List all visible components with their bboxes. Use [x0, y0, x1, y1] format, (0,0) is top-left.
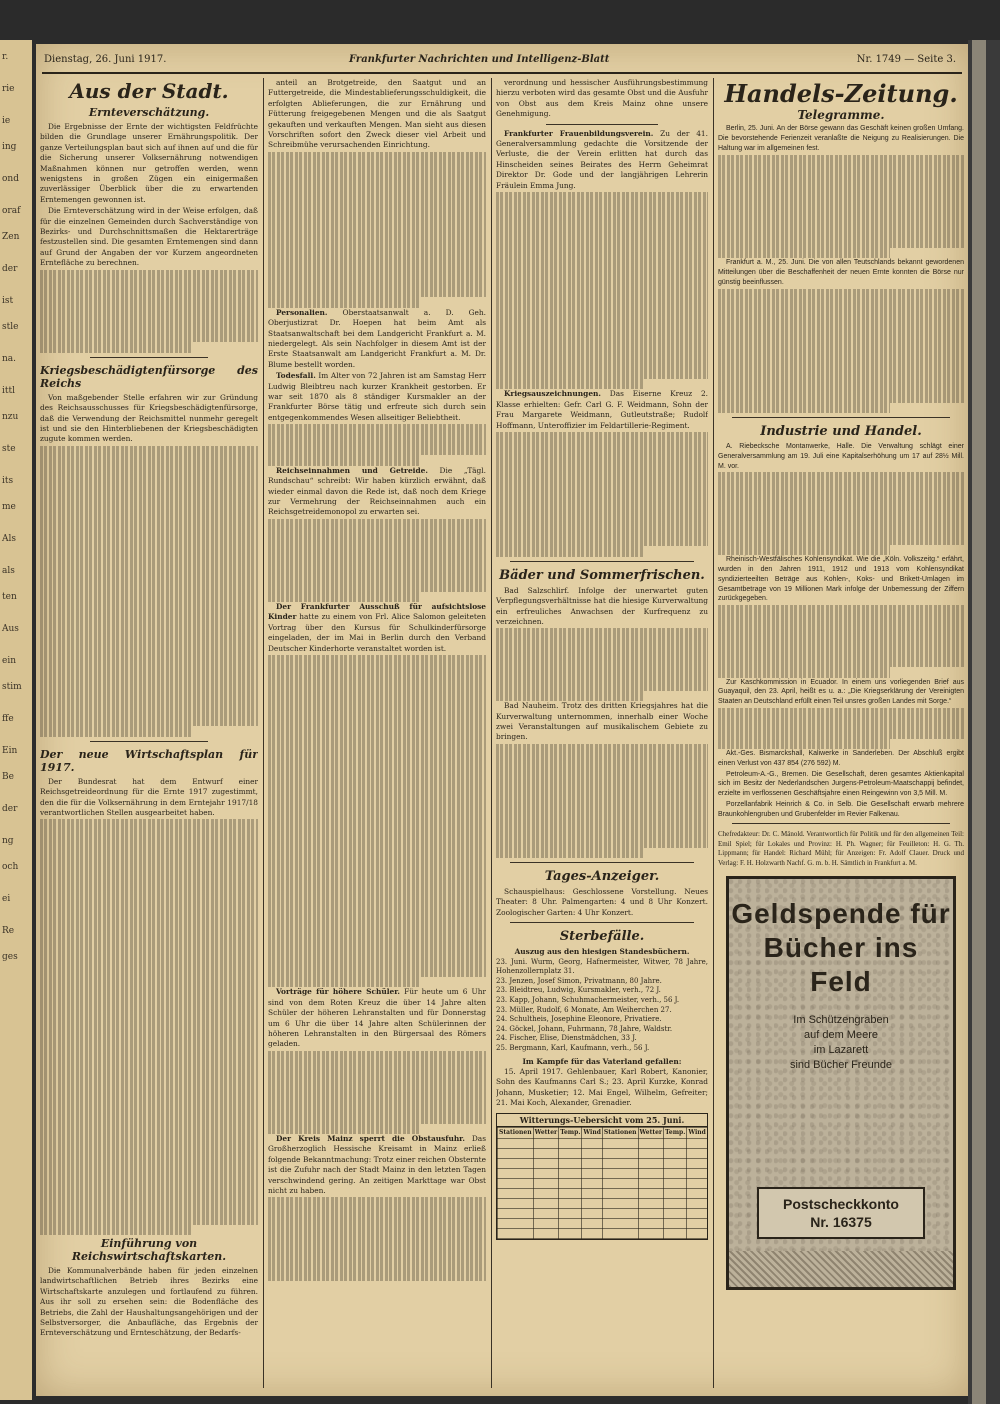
section-heading: Industrie und Handel. — [760, 424, 922, 440]
weather-cell — [664, 1149, 687, 1159]
weather-cell — [498, 1199, 534, 1209]
weather-row — [498, 1229, 708, 1239]
weather-table — [496, 1113, 708, 1241]
weather-cell — [664, 1209, 687, 1219]
weather-cell — [687, 1219, 707, 1229]
previous-page-fragment: ittl — [2, 386, 15, 396]
weather-column-header: Temp. — [664, 1128, 687, 1139]
death-entry: 23. Juni. Wurm, Georg, Hafnermeister, Witwer, 78 Jahre, Hohenzollernplatz 31. — [496, 957, 708, 976]
weather-cell — [638, 1149, 664, 1159]
article-text: Von maßgebender Stelle erfahren wir zur Gründung des Reichsausschusses für Kriegsbeschädigtenfürsorge, daß die Verwendung der Reichsmittel nunmehr geregelt ist und sie den Hinterbliebenen der Kriegsbeschädigten zugute kommen werden. — [40, 392, 258, 444]
weather-cell — [533, 1149, 559, 1159]
weather-cell — [582, 1169, 602, 1179]
article-text: Oberstaatsanwalt a. D. Geh. Oberjustizrat Dr. Hoepen hat beim Amt als Staatsanwaltschaft bei dem Landgericht Frankfurt a. M. niedergelegt. Als sein Nachfolger in diesem Amt ist der Erste Staatsanwalt am Landgericht Frankfurt a. M. Dr. Blume bestellt worden. — [268, 307, 486, 369]
article-text: Im Alter von 72 Jahren ist am Samstag Herr Ludwig Bleibtreu nach kurzer Krankheit gestorben. Er war seit 1870 als 8 ständiger Kursmakler an der Frankfurter Börse tätig und erfreute sich durch sein entgegenkommendes Wesen allseitiger Beliebtheit. — [268, 371, 486, 422]
section-heading: Tages-Anzeiger. — [544, 869, 660, 885]
weather-cell — [559, 1169, 582, 1179]
ad-text: auf dem Meere — [804, 1029, 878, 1042]
article-text: Die Ernteverschätzung wird in der Weise erfolgen, daß für die einzelnen Gemeinden durch Sachverständige von Bezirks- und Durchschnittsmaßen die Hektarerträge festzustellen sind. Die gesamten Erntemengen sind dann auf Grund der Angaben der vor Kurzem angeordneten Erntefläche zu berechnen. — [40, 206, 258, 268]
weather-cell — [664, 1219, 687, 1229]
divider — [732, 417, 950, 418]
death-entry: 24. Fischer, Elise, Dienstmädchen, 33 J. — [496, 1034, 637, 1043]
weather-row — [498, 1169, 708, 1179]
weather-cell — [559, 1229, 582, 1239]
weather-cell — [638, 1159, 664, 1169]
previous-page-fragment: ond — [2, 174, 19, 184]
divider — [90, 357, 208, 358]
ad-text: sind Bücher Freunde — [789, 1059, 893, 1072]
previous-page-fragment: stim — [2, 682, 22, 692]
article-text: Für heute um 6 Uhr sind von dem Roten Kreuz die über 14 Jahre alten Schüler der höheren Lehranstalten und für Donnerstag um 6 Uhr die über 14 Jahre alten Schülerinnen der höheren Lehranstalten in den Bürgersaal des Römers geladen. — [268, 987, 486, 1049]
weather-cell — [498, 1209, 534, 1219]
article-text: Die Ergebnisse der Ernte der wichtigsten Feldfrüchte bilden die Grundlage unserer Ernährungspolitik. Der ganze Verteilungsplan baut sich auf ihnen auf und die für die Sicherung unserer Volksernährung notwendigen Maßnahmen können nur getroffen werden, wenn wenigstens in großen Zügen ein einigermaßen zuverlässiger Überblick über die zu erwartenden Erntemengen gewonnen ist. — [40, 122, 258, 204]
divider — [732, 823, 950, 824]
weather-cell — [498, 1159, 534, 1169]
weather-cell — [582, 1199, 602, 1209]
article-text: Bad Salzschlirf. Infolge der unerwartet guten Verpflegungsverhältnisse hat die hiesige Kurverwaltung ein erfreuliches Anwachsen der Kurfrequenz zu verzeichnen. — [496, 585, 708, 627]
article-text: Bad Nauheim. Trotz des dritten Kriegsjahres hat die Kurverwaltung unternommen, innerhalb einer Woche zwei Veranstaltungen auf musikalischem Gebiete zu bringen. — [496, 701, 708, 742]
weather-cell — [664, 1179, 687, 1189]
weather-cell — [638, 1189, 664, 1199]
weather-cell — [638, 1229, 664, 1239]
previous-page-fragment: Be — [2, 772, 14, 782]
article-text: Akt.-Ges. Bismarckshall, Kaliwerke in Sanderleben. Der Abschluß ergibt einen Verlust von 437 854 (276 592) M. — [718, 750, 964, 768]
previous-page-fragment: ffe — [2, 714, 14, 724]
weather-cell — [533, 1139, 559, 1149]
weather-cell — [498, 1149, 534, 1159]
page-number: Nr. 1749 — Seite 3. — [856, 54, 956, 65]
weather-column-header: Wetter — [638, 1128, 664, 1139]
previous-page-edge — [0, 40, 32, 1400]
article-heading: Der neue Wirtschaftsplan für 1917. — [40, 747, 258, 774]
divider — [510, 561, 694, 562]
weather-cell — [664, 1189, 687, 1199]
previous-page-fragment: ei — [2, 894, 11, 904]
weather-cell — [498, 1139, 534, 1149]
article-heading: Einführung von Reichswirtschaftskarten. — [71, 1237, 227, 1264]
previous-page-fragment: rie — [2, 84, 15, 94]
previous-page-fragment: ng — [2, 836, 14, 846]
weather-title: Witterungs-Uebersicht vom 25. Juni. — [497, 1114, 707, 1127]
previous-page-fragment: oraf — [2, 206, 21, 216]
previous-page-fragment: ie — [2, 116, 11, 126]
previous-page-fragment: Als — [2, 534, 16, 544]
header-rule — [42, 72, 962, 74]
article-text: Das Großherzoglich Hessische Kreisamt in Mainz erließ folgende Bekanntmachung: Trotz einer reichen Obsternte ist die Zufuhr nach der Stadt Mainz in den letzten Tagen verschwindend gering. An zeitigen Markttage war Obst nicht zu haben. — [268, 1133, 486, 1196]
weather-row — [498, 1199, 708, 1209]
advertisement — [726, 876, 956, 1290]
postscheck-label: Postscheckkonto — [783, 1196, 899, 1213]
weather-cell — [687, 1179, 707, 1189]
column-4 — [718, 78, 964, 1388]
weather-cell — [498, 1229, 534, 1239]
previous-page-fragment: ein — [2, 656, 17, 666]
weather-cell — [533, 1169, 559, 1179]
weather-column-header: Wind — [582, 1128, 602, 1139]
article-text: hatte zu einem von Frl. Alice Salomon geleiteten Vortrag über den Kursus für Schulkinderfürsorge eingeladen, der im Mai in Berlin durch den Verband Deutscher Kinderhorte veranstaltet worden ist. — [268, 612, 486, 653]
weather-row — [498, 1209, 708, 1219]
previous-page-fragment: r. — [2, 52, 9, 62]
postscheck-number: Nr. 16375 — [810, 1214, 872, 1231]
weather-cell — [498, 1169, 534, 1179]
ad-headline: Geldspende für — [731, 898, 951, 930]
divider — [546, 124, 658, 125]
weather-cell — [533, 1159, 559, 1169]
weather-cell — [559, 1199, 582, 1209]
weather-column-header: Temp. — [559, 1128, 582, 1139]
weather-cell — [582, 1189, 602, 1199]
weather-cell — [687, 1189, 707, 1199]
article-heading: Todesfall. — [276, 371, 316, 381]
divider — [510, 922, 694, 923]
weather-cell — [533, 1229, 559, 1239]
weather-cell — [602, 1179, 638, 1189]
weather-cell — [664, 1199, 687, 1209]
article-text: verordnung und hessischer Ausführungsbestimmung hierzu verboten wird das gesamte Obst und die Ausfuhr von Obst aus dem Kreis Mainz ohne unsere Genehmigung. — [496, 78, 708, 119]
article-heading: Kriegsbeschädigtenfürsorge des Reichs — [40, 363, 258, 390]
weather-cell — [533, 1219, 559, 1229]
weather-cell — [638, 1199, 664, 1209]
weather-cell — [602, 1219, 638, 1229]
weather-column-header: Stationen — [498, 1128, 534, 1139]
weather-cell — [582, 1209, 602, 1219]
weather-cell — [687, 1199, 707, 1209]
column-2 — [268, 78, 486, 1388]
weather-cell — [664, 1159, 687, 1169]
article-text: Rheinisch-Westfälisches Kohlensyndikat. Wie die „Köln. Volkszeitg.“ erfährt, wurden in den Jahren 1911, 1912 und 1913 vom Kohlensyndikat syndizierteeilten Beträge aus Kohlen-, Koks- und Brikett-Umlagen im Gesamtbetrage von 19 Millionen Mark infolge der Unbemessung der Ziffern zurückgegeben. — [718, 556, 964, 603]
weather-cell — [687, 1229, 707, 1239]
previous-page-fragment: Ein — [2, 746, 18, 756]
ad-decoration — [729, 1251, 953, 1287]
weather-cell — [533, 1179, 559, 1189]
issue-date: Dienstag, 26. Juni 1917. — [44, 54, 167, 65]
article-heading: Frankfurter Frauenbildungsverein. — [504, 128, 654, 138]
weather-cell — [559, 1189, 582, 1199]
previous-page-fragment: ing — [2, 142, 17, 152]
section-subtitle: Telegramme. — [797, 108, 885, 122]
previous-page-fragment: Aus — [2, 624, 19, 634]
previous-page-fragment: nzu — [2, 412, 19, 422]
article-heading: Ernteverschätzung. — [88, 106, 210, 119]
weather-cell — [602, 1209, 638, 1219]
weather-cell — [602, 1189, 638, 1199]
weather-cell — [602, 1169, 638, 1179]
article-heading: Kriegsauszeichnungen. — [504, 389, 601, 399]
weather-cell — [533, 1199, 559, 1209]
weather-row — [498, 1139, 708, 1149]
weather-cell — [664, 1169, 687, 1179]
weather-cell — [687, 1139, 707, 1149]
weather-cell — [582, 1229, 602, 1239]
ad-text: Im Schützengraben — [793, 1014, 889, 1027]
imprint: Chefredakteur: Dr. C. Mänold. Verantwortlich für Politik und für den allgemeinen Teil: Emil Spiel; für Lokales und Provinz: H. Ph. Wagner; für Feuilleton: H. G. Th. Lippmann; für Handel: Richard Mühl; für Anzeigen: Fr. Adolf Clauer. Druck und Verlag: F. H. Holzwarth Nachf. G. m. b. H. Sämtlich in Frankfurt a. M. — [718, 830, 964, 867]
article-text: Die Kommunalverbände haben für jeden einzelnen landwirtschaftlichen Betrieb ihres Bezirks eine Wirtschaftskarte anzulegen und fortlaufend zu führen. Aus ihr soll zu ersehen sein: die Bodenfläche des Betriebs, die Zahl der Haushaltungsangehörigen und der Selbstversorger, die Anbaufläche, das Ergebnis der Ernteverschätzung und Ernteschätzung, der Bedarfs- — [40, 1266, 258, 1338]
article-text: Porzellanfabrik Heinrich & Co. in Selb. Die Gesellschaft erwarb mehrere Braunkohlengruben und Grubenfelder im Revier Falkenau. — [718, 800, 964, 818]
weather-row — [498, 1179, 708, 1189]
weather-cell — [559, 1149, 582, 1159]
article-text: Der Bundesrat hat dem Entwurf einer Reichsgetreideordnung für die Ernte 1917 zugestimmt, den die für die Volksernährung in dem Erntejahr 1917/18 verantwortlichen Stellen ausgearbeitet haben. — [40, 776, 258, 817]
article-heading: Personalien. — [276, 307, 328, 317]
previous-page-fragment: its — [2, 476, 14, 486]
previous-page-fragment: me — [2, 502, 16, 512]
article-text: Die „Tägl. Rundschau“ schreibt: Wir haben kürzlich erwähnt, daß wieder einmal davon die Rede ist, daß noch dem Kriege zur Vermehrung der Reichseinnahmen auch ein Reichsgetreidemonopol zu erwarten sei. — [268, 465, 486, 517]
weather-cell — [582, 1149, 602, 1159]
death-entry: 23. Kapp, Johann, Schuhmachermeister, verh., 56 J. — [496, 996, 680, 1005]
death-entry: 23. Jenzen, Josef Simon, Privatmann, 80 Jahre. — [496, 976, 662, 985]
weather-cell — [559, 1219, 582, 1229]
weather-cell — [559, 1209, 582, 1219]
weather-cell — [638, 1139, 664, 1149]
previous-page-fragment: ste — [2, 444, 16, 454]
running-head — [44, 54, 960, 70]
article-text: Petroleum-A.-G., Bremen. Die Gesellschaft, deren gesamtes Aktienkapital sich im Besitz der Nederlandschen Jurgens-Petroleum-Maatschappij befindet, erzielte im verflossenen Geschäftsjahre einen Reingewinn von 3,5 Mill. M. — [718, 770, 964, 798]
column-3 — [496, 78, 708, 1388]
weather-cell — [533, 1189, 559, 1199]
weather-cell — [582, 1159, 602, 1169]
previous-page-fragment: als — [2, 566, 15, 576]
previous-page-fragment: na. — [2, 354, 17, 364]
weather-cell — [687, 1169, 707, 1179]
deaths-subheading: Auszug aus den hiesigen Standesbüchern. — [514, 947, 690, 957]
fallen-list: 15. April 1917. Gehlenbauer, Karl Robert, Kanonier, Sohn des Kaufmanns Carl S.; 23. April Kurzke, Konrad Johann, Musketier; 12. Mai Engel, Wilhelm, Gefreiter; 21. Mai Koch, Alexander, Grenadier. — [496, 1067, 708, 1108]
fallen-heading: Im Kampfe für das Vaterland gefallen: — [522, 1056, 682, 1066]
weather-cell — [533, 1209, 559, 1219]
binding-edge — [968, 40, 1000, 1404]
previous-page-fragment: Re — [2, 926, 15, 936]
weather-cell — [559, 1139, 582, 1149]
column-divider — [263, 78, 264, 1388]
article-text: Schauspielhaus: Geschlossene Vorstellung. Neues Theater: 8 Uhr. Palmengarten: 4 und 8 Uhr Konzert. Zoologischer Garten: 4 Uhr Konzert. — [496, 887, 708, 917]
weather-cell — [664, 1139, 687, 1149]
section-heading: Sterbefälle. — [559, 929, 645, 945]
weather-cell — [582, 1179, 602, 1189]
section-title: Aus der Stadt. — [69, 79, 229, 103]
previous-page-fragment: ten — [2, 592, 17, 602]
article-text: Zur Kaschkommission in Ecuador. In einem uns vorliegenden Brief aus Guayaquil, den 23. April, heißt es u. a.: „Die Kriegserklärung der Vereinigten Staaten an Deutschland erfüllt einen Teil unsres großen Landes mit Sorge.“ — [718, 678, 964, 706]
weather-cell — [498, 1219, 534, 1229]
death-entry: 23. Bleidtreu, Ludwig, Kursmakler, verh., 72 J. — [496, 986, 661, 995]
weather-cell — [687, 1159, 707, 1169]
article-text: Zu der 41. Generalversammlung gedachte die Vorsitzende der Verluste, die der Verein erlitten hat durch das Hinscheiden seines Beirates des Herrn Geheimrat Direktor Dr. Gode und der langjährigen Lehrerin Fräulein Emma Jung. — [496, 128, 708, 190]
divider — [90, 741, 208, 742]
weather-cell — [582, 1219, 602, 1229]
previous-page-fragment: der — [2, 804, 18, 814]
previous-page-fragment: der — [2, 264, 18, 274]
divider — [510, 862, 694, 863]
article-text: Berlin, 25. Juni. An der Börse gewann das Geschäft keinen großen Umfang. Die bevorstehende Ferienzeit veranlaßte die Neigung zu Realisierungen. Die Haltung war im allgemeinen fest. — [718, 125, 964, 152]
weather-cell — [602, 1229, 638, 1239]
weather-column-header: Stationen — [602, 1128, 638, 1139]
weather-row — [498, 1189, 708, 1199]
ad-text: im Lazarett — [813, 1044, 869, 1057]
section-heading: Bäder und Sommerfrischen. — [499, 567, 705, 583]
previous-page-fragment: Zen — [2, 232, 20, 242]
weather-cell — [638, 1179, 664, 1189]
weather-cell — [582, 1139, 602, 1149]
weather-column-header: Wind — [687, 1128, 707, 1139]
previous-page-fragment: och — [2, 862, 19, 872]
article-heading: Vorträge für höhere Schüler. — [276, 987, 401, 997]
column-divider — [491, 78, 492, 1388]
weather-cell — [602, 1139, 638, 1149]
weather-cell — [602, 1199, 638, 1209]
ad-headline: Bücher ins Feld — [763, 932, 919, 998]
newspaper-title: Frankfurter Nachrichten und Intelligenz-Blatt — [349, 54, 610, 65]
weather-cell — [559, 1179, 582, 1189]
death-entry: 25. Bergmann, Karl, Kaufmann, verh., 56 J. — [496, 1044, 650, 1053]
weather-cell — [498, 1179, 534, 1189]
article-heading: Der Frankfurter Ausschuß für aufsichtslose Kinder — [268, 601, 486, 622]
weather-cell — [638, 1219, 664, 1229]
article-text: Das Eiserne Kreuz 2. Klasse erhielten: Gefr. Carl G. F. Weidmann, Sohn der Frau Margarete Weidmann, Gutleutstraße; Rudolf Hoffmann, Unteroffizier im Feldartillerie-Regiment. — [496, 389, 708, 430]
death-entry: 24. Schultheis, Josephine Eleonore, Privatiere. — [496, 1015, 662, 1024]
postscheck-box — [757, 1187, 925, 1239]
article-heading: Reichseinnahmen und Getreide. — [276, 465, 428, 475]
column-divider — [713, 78, 714, 1388]
weather-row — [498, 1219, 708, 1229]
weather-row — [498, 1149, 708, 1159]
article-text: A. Riebecksche Montanwerke, Halle. Die Verwaltung schlägt einer Generalversammlung am 19. Juli eine Kapitalserhöhung um 17 auf 28½ Mill. M. vor. — [718, 443, 964, 470]
article-heading: Der Kreis Mainz sperrt die Obstausfuhr. — [276, 1133, 465, 1143]
weather-cell — [602, 1159, 638, 1169]
weather-column-header: Wetter — [533, 1128, 559, 1139]
weather-cell — [687, 1149, 707, 1159]
column-1 — [40, 78, 258, 1388]
previous-page-fragment: ges — [2, 952, 18, 962]
weather-cell — [638, 1169, 664, 1179]
weather-row — [498, 1159, 708, 1169]
weather-cell — [559, 1159, 582, 1169]
weather-cell — [687, 1209, 707, 1219]
weather-cell — [664, 1229, 687, 1239]
previous-page-fragment: ist — [2, 296, 14, 306]
article-text: Frankfurt a. M., 25. Juni. Die von allen Teutschlands bekannt gewordenen Mitteilungen über die Beschaffenheit der neuen Ernte konnten die Börse nur günstig beeinflussen. — [718, 259, 964, 286]
newspaper-page — [36, 44, 968, 1396]
previous-page-fragment: stle — [2, 322, 19, 332]
article-text: anteil an Brotgetreide, den Saatgut und an Futtergetreide, die Mindestablieferungsschuldigkeit, die erfolgten Ablieferungen, die zur Ernährung und Fütterung freigegebenen Mengen und die als Saatgut gekauften und verkauften Mengen. Man sieht aus diesen Vorschriften sofort den Zweck dieser viel Arbeit und Schreibmühe verursachenden Einrichtung. — [268, 78, 486, 150]
weather-cell — [498, 1189, 534, 1199]
death-entry: 24. Göckel, Johann, Fuhrmann, 78 Jahre, Waldstr. — [496, 1024, 673, 1033]
death-entry: 23. Müller, Rudolf, 6 Monate, Am Weiherchen 27. — [496, 1005, 672, 1014]
weather-cell — [602, 1149, 638, 1159]
weather-cell — [638, 1209, 664, 1219]
section-title: Handels-Zeitung. — [724, 79, 958, 108]
deaths-list — [496, 958, 708, 1054]
